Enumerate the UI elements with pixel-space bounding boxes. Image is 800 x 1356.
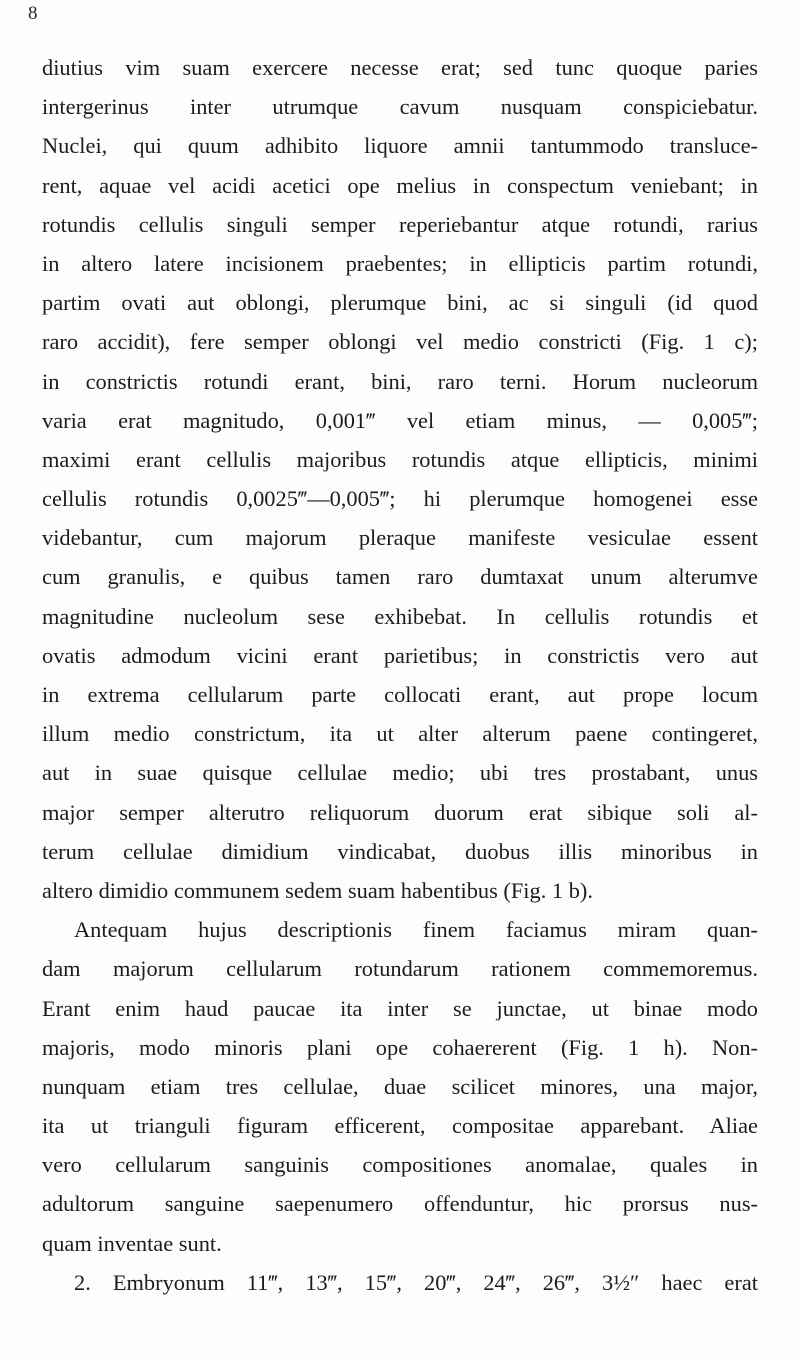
text-line: illum medio constrictum, ita ut alter alterum paene contingeret, [42,721,758,747]
text-line: raro accidit), fere semper oblongi vel medio constricti (Fig. 1 c); [42,329,758,355]
text-line: maximi erant cellulis majoribus rotundis atque ellipticis, minimi [42,446,758,472]
text-line: rent, aquae vel acidi acetici ope melius in conspectum veniebant; in [42,172,758,198]
text-line: vero cellularum sanguinis compositiones anomalae, quales in [42,1152,758,1178]
text-line: varia erat magnitudo, 0,001‴ vel etiam minus, — 0,005‴; [42,407,758,433]
text-line: Erant enim haud paucae ita inter se junctae, ut binae modo [42,995,758,1021]
text-line: cum granulis, e quibus tamen raro dumtaxat unum alterumve [42,564,758,590]
page-number: 8 [28,3,38,24]
text-line: altero dimidio communem sedem suam habentibus (Fig. 1 b). [42,877,593,903]
text-line: Nuclei, qui quum adhibito liquore amnii tantummodo transluce- [42,133,758,159]
text-line: ovatis admodum vicini erant parietibus; in constrictis vero aut [42,642,758,668]
text-line: aut in suae quisque cellulae medio; ubi tres prostabant, unus [42,760,758,786]
text-line: 2. Embryonum 11‴, 13‴, 15‴, 20‴, 24‴, 26‴, 3½″ haec erat [74,1269,758,1295]
text-line: in constrictis rotundi erant, bini, raro terni. Horum nucleorum [42,368,758,394]
text-line: ita ut trianguli figuram efficerent, compositae apparebant. Aliae [42,1113,758,1139]
text-line: dam majorum cellularum rotundarum rationem commemoremus. [42,956,758,982]
text-line: quam inventae sunt. [42,1230,222,1256]
text-line: majoris, modo minoris plani ope cohaererent (Fig. 1 h). Non- [42,1034,758,1060]
text-line: terum cellulae dimidium vindicabat, duobus illis minoribus in [42,838,758,864]
text-line: in extrema cellularum parte collocati erant, aut prope locum [42,682,758,707]
text-line: cellulis rotundis 0,0025‴—0,005‴; hi plerumque homogenei esse [42,486,758,512]
text-line: major semper alterutro reliquorum duorum erat sibique soli al- [42,799,758,825]
text-line: adultorum sanguine saepenumero offenduntur, hic prorsus nus- [42,1191,758,1217]
text-line: intergerinus inter utrumque cavum nusquam conspiciebatur. [42,94,758,120]
text-line: partim ovati aut oblongi, plerumque bini, ac si singuli (id quod [42,290,758,316]
text-line: Antequam hujus descriptionis finem faciamus miram quan- [74,917,758,943]
text-line: in altero latere incisionem praebentes; in ellipticis partim rotundi, [42,250,758,276]
text-line: diutius vim suam exercere necesse erat; sed tunc quoque paries [42,55,758,80]
text-line: rotundis cellulis singuli semper reperiebantur atque rotundi, rarius [42,211,758,237]
body-text [42,48,758,1302]
text-line: nunquam etiam tres cellulae, duae scilicet minores, una major, [42,1073,758,1099]
text-line: videbantur, cum majorum pleraque manifeste vesiculae essent [42,525,758,551]
text-line: magnitudine nucleolum sese exhibebat. In cellulis rotundis et [42,603,758,629]
